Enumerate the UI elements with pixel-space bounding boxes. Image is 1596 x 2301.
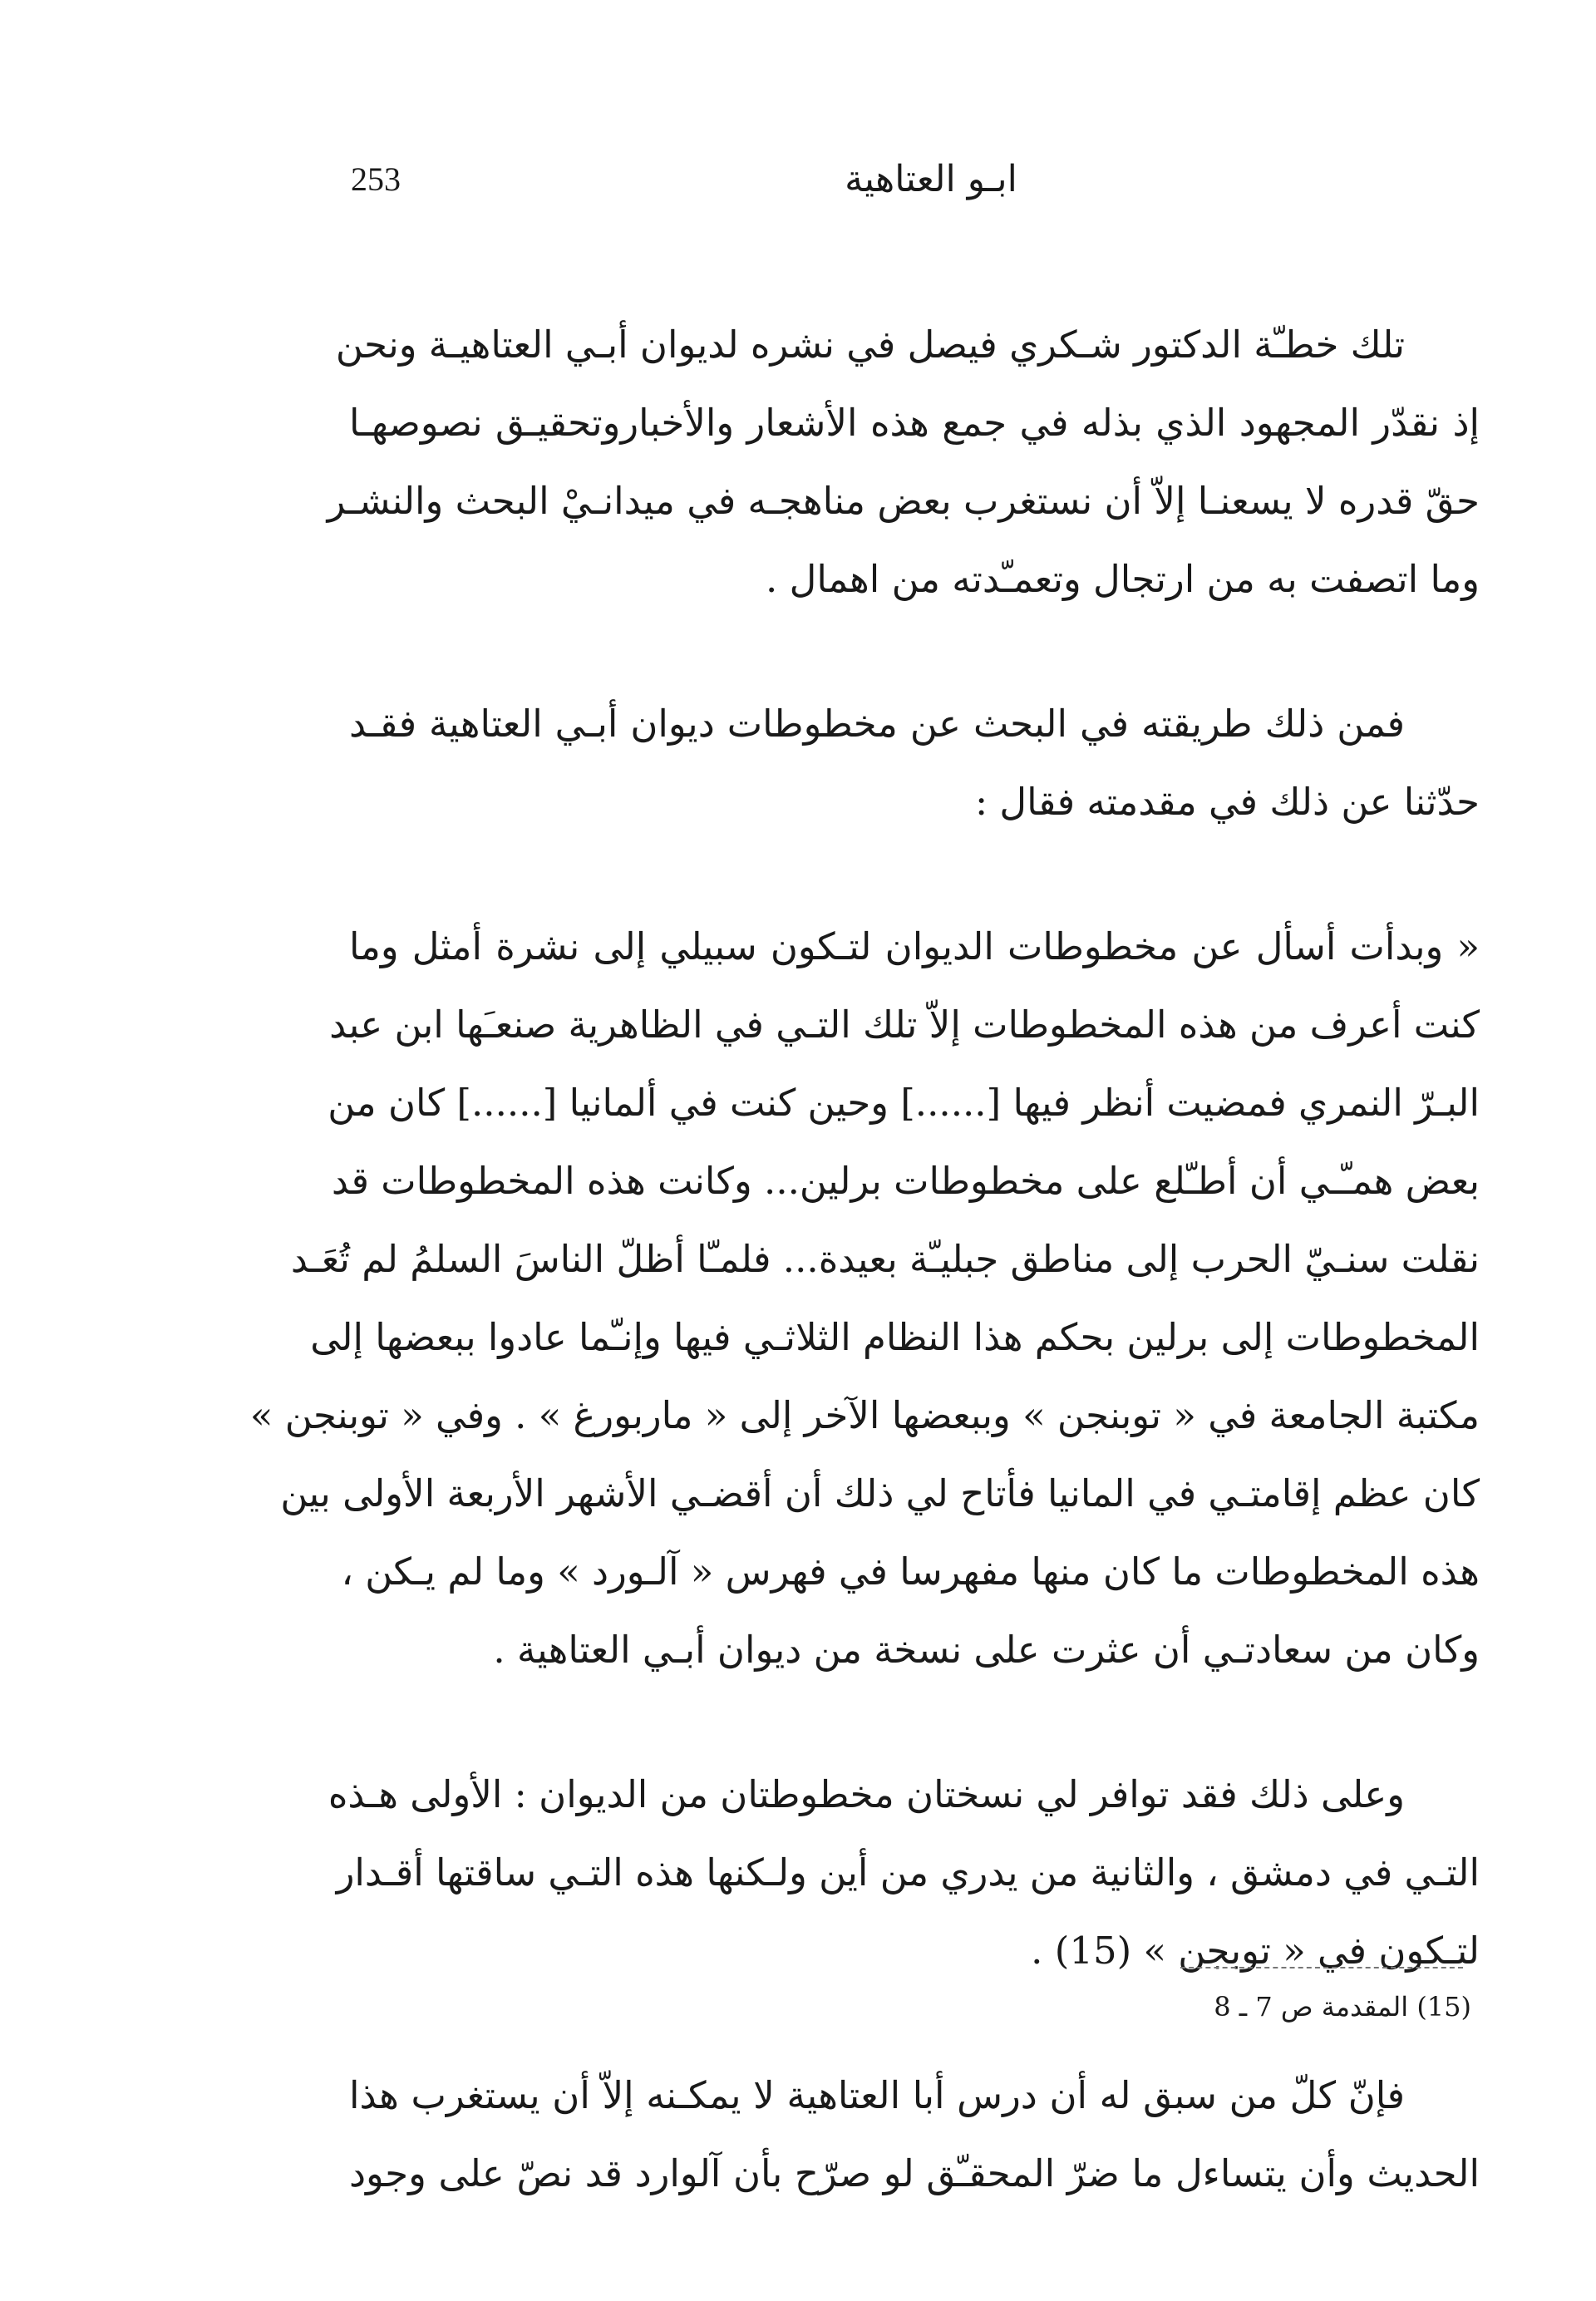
text-line: هذه المخطوطات ما كان منها مفهرسا في فهرس « آلـورد » وما لم يـكن ،: [341, 1550, 1480, 1594]
text-line: وكان من سعادتـي أن عثرت على نسخة من ديوان أبـي العتاهية .: [493, 1628, 1480, 1672]
text-line: البـرّ النمري فمضيت أنظر فيها [......] وحين كنت في ألمانيا [......] كان من: [328, 1081, 1480, 1125]
text-line: التـي في دمشق ، والثانية من يدري من أين ولـكنها هذه التـي ساقتها أقـدار: [336, 1850, 1480, 1895]
paragraph: [328, 1756, 1480, 1990]
text-line: كنت أعرف من هذه المخطوطات إلاّ تلك التـي في الظاهرية صنعـَها ابن عبد: [329, 1003, 1480, 1047]
paragraph: [349, 685, 1480, 841]
paragraph: [327, 306, 1480, 618]
text-line: وما اتصفت به من ارتجال وتعمـّدته من اهمال .: [766, 557, 1480, 601]
text-line: نقلت سنـيّ الحرب إلى مناطق جبليـّة بعيدة... فلمـّا أظلّ الناسَ السلمُ لم تُعَـد: [290, 1237, 1480, 1281]
text-line: لتـكون في « توبجن » (15) .: [1031, 1929, 1480, 1973]
footnote-separator: [1180, 1967, 1463, 1968]
text-line: فمن ذلك طريقته في البحث عن مخطوطات ديوان أبـي العتاهية فقـد: [349, 702, 1405, 746]
text-line: تلك خطـّة الدكتور شـكري فيصل في نشره لديوان أبـي العتاهيـة ونحن: [335, 323, 1405, 367]
quoted-paragraph: [249, 908, 1480, 1689]
text-line: حدّثنا عن ذلك في مقدمته فقال :: [974, 780, 1480, 824]
footnote: (15) المقدمة ص 7 ـ 8: [1214, 1991, 1471, 2023]
text-line: مكتبة الجامعة في « توبنجن » وببعضها الآخر إلى « ماربورغ » . وفي « توبنجن »: [249, 1393, 1480, 1437]
text-line: حقّ قدره لا يسعنـا إلاّ أن نستغرب بعض مناهجـه في ميدانـيْ البحث والنشـر: [327, 479, 1480, 523]
text-line: بعض همـّـي أن أطـّلع على مخطوطات برلين... وكانت هذه المخطوطات قد: [331, 1159, 1480, 1203]
paragraph: [349, 2057, 1480, 2213]
running-title: ابـو العتاهية: [845, 158, 1017, 200]
text-line: إذ نقدّر المجهود الذي بذله في جمع هذه الأشعار والأخباروتحقيـق نصوصهـا: [349, 401, 1480, 445]
text-line: « وبدأت أسأل عن مخطوطات الديوان لتـكون سبيلي إلى نشرة أمثل وما: [349, 924, 1480, 968]
text-line: الحديث وأن يتساءل ما ضرّ المحقـّق لو صرّح بأن آلوارد قد نصّ على وجود: [349, 2151, 1480, 2195]
text-line: المخطوطات إلى برلين بحكم هذا النظام الثلاثـي فيها وإنـّما عادوا ببعضها إلى: [310, 1315, 1480, 1359]
text-line: فإنّ كلّ من سبق له أن درس أبا العتاهية لا يمكـنه إلاّ أن يستغرب هذا: [349, 2073, 1405, 2117]
text-line: وعلى ذلك فقد توافر لي نسختان مخطوطتان من الديوان : الأولى هـذه: [328, 1772, 1405, 1816]
text-line: كان عظم إقامتـي في المانيا فأتاح لي ذلك أن أقضـي الأشهر الأربعة الأولى بين: [280, 1471, 1480, 1515]
page-number: 253: [351, 160, 401, 198]
body-text: [249, 306, 1480, 2213]
